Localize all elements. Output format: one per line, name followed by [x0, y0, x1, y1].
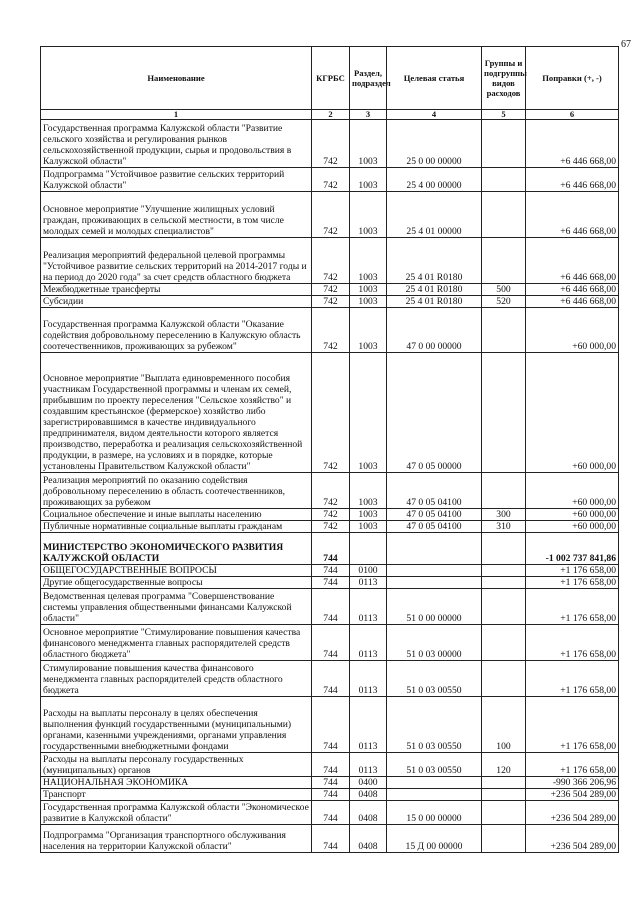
row-expense-group: 120 — [482, 753, 526, 777]
row-razdel: 1003 — [350, 168, 387, 192]
row-razdel: 1003 — [350, 509, 387, 521]
row-target-article: 51 0 00 00000 — [387, 589, 482, 625]
row-name: Основное мероприятие "Стимулирование повышения качества финансового менеджмента главных распорядителей средств областного бюджета" — [41, 625, 312, 661]
row-name: Транспорт — [41, 789, 312, 801]
row-target-article: 47 0 05 04100 — [387, 509, 482, 521]
row-name: Реализация мероприятий федеральной целевой программы "Устойчивое развитие сельских территорий на 2014-2017 годы и на период до 2020 года" за счет средств областного бюджета — [41, 238, 312, 284]
table-row — [41, 353, 619, 473]
row-kgrbs: 744 — [312, 697, 350, 753]
row-razdel: 0113 — [350, 661, 387, 697]
row-amount: -990 366 206,96 — [526, 777, 619, 789]
row-kgrbs: 744 — [312, 565, 350, 577]
row-target-article: 25 0 00 00000 — [387, 120, 482, 168]
row-expense-group — [482, 625, 526, 661]
row-expense-group — [482, 777, 526, 789]
row-expense-group — [482, 661, 526, 697]
row-name: Государственная программа Калужской области "Оказание содействия добровольному переселению в Калужскую область соотечественников, проживающих за рубежом" — [41, 308, 312, 353]
column-number: 5 — [482, 110, 526, 120]
row-kgrbs: 742 — [312, 284, 350, 296]
page-number: 67 — [621, 39, 631, 50]
row-expense-group: 520 — [482, 296, 526, 308]
column-number: 2 — [312, 110, 350, 120]
budget-table — [40, 46, 619, 853]
row-razdel: 1003 — [350, 238, 387, 284]
row-name: Расходы на выплаты персоналу в целях обеспечения выполнения функций государственными (муниципальными) органами, казенными учреждениями, органами управления государственными внебюджетными фондами — [41, 697, 312, 753]
row-target-article — [387, 789, 482, 801]
row-target-article — [387, 777, 482, 789]
row-razdel: 1003 — [350, 284, 387, 296]
row-razdel: 1003 — [350, 473, 387, 509]
table-row — [41, 661, 619, 697]
row-kgrbs: 744 — [312, 661, 350, 697]
row-target-article: 47 0 05 04100 — [387, 521, 482, 533]
row-kgrbs: 744 — [312, 825, 350, 853]
row-target-article — [387, 565, 482, 577]
row-razdel: 0113 — [350, 577, 387, 589]
row-name: Реализация мероприятий по оказанию содействия добровольному переселению в область соотечественников, проживающих за рубежом — [41, 473, 312, 509]
row-expense-group — [482, 353, 526, 473]
table-row — [41, 789, 619, 801]
row-kgrbs: 744 — [312, 789, 350, 801]
row-target-article: 15 0 00 00000 — [387, 801, 482, 825]
row-kgrbs: 744 — [312, 589, 350, 625]
header-kgrbs: КГРБС — [312, 47, 350, 110]
row-expense-group: 300 — [482, 509, 526, 521]
row-amount: +1 176 658,00 — [526, 577, 619, 589]
row-amount: +60 000,00 — [526, 473, 619, 509]
row-amount: +6 446 668,00 — [526, 120, 619, 168]
table-row — [41, 753, 619, 777]
row-name: Государственная программа Калужской области "Экономическое развитие в Калужской области" — [41, 801, 312, 825]
row-amount: +1 176 658,00 — [526, 625, 619, 661]
row-name: Государственная программа Калужской области "Развитие сельского хозяйства и регулирования рынков сельскохозяйственной продукции, сырья и продовольствия в Калужской области" — [41, 120, 312, 168]
table-row — [41, 308, 619, 353]
table-row — [41, 825, 619, 853]
row-name: Расходы на выплаты персоналу государственных (муниципальных) органов — [41, 753, 312, 777]
table-row — [41, 473, 619, 509]
row-razdel: 0408 — [350, 801, 387, 825]
row-expense-group — [482, 473, 526, 509]
row-expense-group: 310 — [482, 521, 526, 533]
row-expense-group — [482, 565, 526, 577]
table-row — [41, 521, 619, 533]
row-target-article: 15 Д 00 00000 — [387, 825, 482, 853]
row-target-article — [387, 533, 482, 565]
row-amount: +60 000,00 — [526, 509, 619, 521]
row-kgrbs: 744 — [312, 801, 350, 825]
table-row — [41, 589, 619, 625]
row-name: МИНИСТЕРСТВО ЭКОНОМИЧЕСКОГО РАЗВИТИЯ КАЛУЖСКОЙ ОБЛАСТИ — [41, 533, 312, 565]
row-expense-group — [482, 589, 526, 625]
row-razdel: 1003 — [350, 120, 387, 168]
row-name: Основное мероприятие "Улучшение жилищных условий граждан, проживающих в сельской местности, в том числе молодых семей и молодых специалистов" — [41, 192, 312, 238]
row-kgrbs: 742 — [312, 120, 350, 168]
table-row — [41, 565, 619, 577]
row-amount: +60 000,00 — [526, 521, 619, 533]
row-amount: +6 446 668,00 — [526, 192, 619, 238]
row-expense-group: 100 — [482, 697, 526, 753]
column-number: 1 — [41, 110, 312, 120]
row-amount: +1 176 658,00 — [526, 589, 619, 625]
row-amount: +236 504 289,00 — [526, 825, 619, 853]
row-kgrbs: 742 — [312, 192, 350, 238]
row-kgrbs: 742 — [312, 238, 350, 284]
row-name: Публичные нормативные социальные выплаты гражданам — [41, 521, 312, 533]
row-amount: +1 176 658,00 — [526, 697, 619, 753]
row-amount: +1 176 658,00 — [526, 661, 619, 697]
header-row — [41, 47, 619, 110]
header-amendment: Поправки (+, -) — [526, 47, 619, 110]
header-target-article: Целевая статья — [387, 47, 482, 110]
row-target-article: 47 0 05 00000 — [387, 353, 482, 473]
row-target-article: 25 4 00 00000 — [387, 168, 482, 192]
row-target-article: 25 4 01 00000 — [387, 192, 482, 238]
table-body — [41, 120, 619, 853]
table-row — [41, 625, 619, 661]
row-name: Субсидии — [41, 296, 312, 308]
row-razdel: 0113 — [350, 625, 387, 661]
row-kgrbs: 744 — [312, 625, 350, 661]
row-razdel — [350, 533, 387, 565]
table-row — [41, 801, 619, 825]
row-name: Основное мероприятие "Выплата единовременного пособия участникам Государственной программы и членам их семей, прибывшим по проекту переселения "Сельское хозяйство" и создавшим крестьянское (фермерское) хозяйство либо зарегистрировавшимся в качестве индивидуального предпринимателя, видом деятельности которого является производство, переработка и реализация сельскохозяйственной продукции, в размере, на условиях и в порядке, которые установлены Правительством Калужской области" — [41, 353, 312, 473]
row-kgrbs: 742 — [312, 521, 350, 533]
table-row — [41, 777, 619, 789]
table-row — [41, 192, 619, 238]
row-amount: +6 446 668,00 — [526, 296, 619, 308]
table-row — [41, 697, 619, 753]
row-target-article: 51 0 03 00550 — [387, 753, 482, 777]
row-target-article: 51 0 03 00000 — [387, 625, 482, 661]
row-target-article — [387, 577, 482, 589]
table-row — [41, 577, 619, 589]
row-expense-group — [482, 533, 526, 565]
row-amount: -1 002 737 841,86 — [526, 533, 619, 565]
row-expense-group — [482, 192, 526, 238]
row-razdel: 0100 — [350, 565, 387, 577]
row-razdel: 1003 — [350, 296, 387, 308]
row-razdel: 1003 — [350, 308, 387, 353]
row-name: ОБЩЕГОСУДАРСТВЕННЫЕ ВОПРОСЫ — [41, 565, 312, 577]
row-target-article: 25 4 01 R0180 — [387, 296, 482, 308]
row-kgrbs: 742 — [312, 296, 350, 308]
row-kgrbs: 742 — [312, 353, 350, 473]
row-kgrbs: 744 — [312, 533, 350, 565]
row-expense-group — [482, 168, 526, 192]
row-expense-group — [482, 308, 526, 353]
row-kgrbs: 742 — [312, 509, 350, 521]
table-row — [41, 284, 619, 296]
table-row — [41, 296, 619, 308]
row-expense-group — [482, 120, 526, 168]
row-amount: +236 504 289,00 — [526, 801, 619, 825]
row-kgrbs: 742 — [312, 473, 350, 509]
row-expense-group — [482, 789, 526, 801]
row-kgrbs: 742 — [312, 168, 350, 192]
row-name: Социальное обеспечение и иные выплаты населению — [41, 509, 312, 521]
row-amount: +6 446 668,00 — [526, 238, 619, 284]
row-razdel: 0113 — [350, 589, 387, 625]
table-row — [41, 120, 619, 168]
row-razdel: 0113 — [350, 697, 387, 753]
row-razdel: 1003 — [350, 353, 387, 473]
header-razdel: Раздел, подраздел — [350, 47, 387, 110]
row-kgrbs: 744 — [312, 577, 350, 589]
row-amount: +1 176 658,00 — [526, 753, 619, 777]
row-target-article: 25 4 01 R0180 — [387, 284, 482, 296]
row-expense-group — [482, 825, 526, 853]
table-row — [41, 509, 619, 521]
row-kgrbs: 744 — [312, 753, 350, 777]
row-kgrbs: 742 — [312, 308, 350, 353]
row-amount: +6 446 668,00 — [526, 284, 619, 296]
row-target-article: 47 0 05 04100 — [387, 473, 482, 509]
row-amount: +60 000,00 — [526, 353, 619, 473]
row-razdel: 0408 — [350, 789, 387, 801]
row-name: Подпрограмма "Организация транспортного обслуживания населения на территории Калужской области" — [41, 825, 312, 853]
column-number: 6 — [526, 110, 619, 120]
row-razdel: 1003 — [350, 521, 387, 533]
row-expense-group — [482, 238, 526, 284]
row-name: Межбюджетные трансферты — [41, 284, 312, 296]
row-target-article: 51 0 03 00550 — [387, 697, 482, 753]
table-row — [41, 238, 619, 284]
row-amount: +60 000,00 — [526, 308, 619, 353]
row-razdel: 0400 — [350, 777, 387, 789]
table-row — [41, 533, 619, 565]
column-number: 4 — [387, 110, 482, 120]
row-target-article: 25 4 01 R0180 — [387, 238, 482, 284]
row-target-article: 47 0 00 00000 — [387, 308, 482, 353]
row-razdel: 0113 — [350, 753, 387, 777]
row-target-article: 51 0 03 00550 — [387, 661, 482, 697]
row-razdel: 0408 — [350, 825, 387, 853]
row-kgrbs: 744 — [312, 777, 350, 789]
row-name: Подпрограмма "Устойчивое развитие сельских территорий Калужской области" — [41, 168, 312, 192]
row-amount: +1 176 658,00 — [526, 565, 619, 577]
column-number-row — [41, 110, 619, 120]
row-razdel: 1003 — [350, 192, 387, 238]
row-expense-group — [482, 577, 526, 589]
header-name: Наименование — [41, 47, 312, 110]
row-amount: +6 446 668,00 — [526, 168, 619, 192]
row-expense-group: 500 — [482, 284, 526, 296]
row-name: Стимулирование повышения качества финансового менеджмента главных распорядителей средств областного бюджета — [41, 661, 312, 697]
row-name: Другие общегосударственные вопросы — [41, 577, 312, 589]
row-name: Ведомственная целевая программа "Совершенствование системы управления общественными финансами Калужской области" — [41, 589, 312, 625]
row-amount: +236 504 289,00 — [526, 789, 619, 801]
header-expense-group: Группы и подгруппы видов расходов — [482, 47, 526, 110]
column-number: 3 — [350, 110, 387, 120]
table-row — [41, 168, 619, 192]
row-expense-group — [482, 801, 526, 825]
row-name: НАЦИОНАЛЬНАЯ ЭКОНОМИКА — [41, 777, 312, 789]
